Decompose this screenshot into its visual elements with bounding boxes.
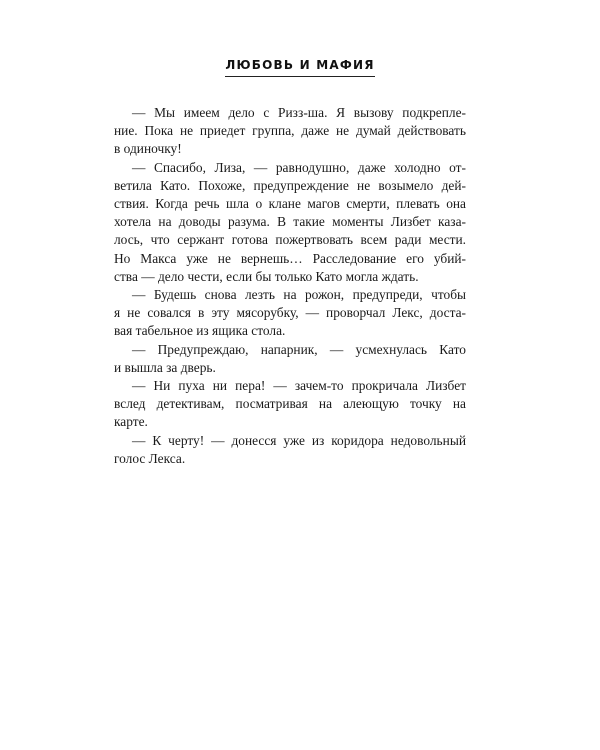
text-line: — Мы имеем дело с Ризз-ша. Я вызову подкрепле-: [132, 105, 466, 120]
text-line: вслед детективам, посматривая на алеющую точку на: [114, 396, 466, 412]
running-head-box: [223, 56, 376, 80]
text-line: ствия. Когда речь шла о клане магов смерти, плевать она: [114, 196, 466, 212]
running-head-underline: [225, 76, 374, 77]
body-text: [114, 104, 466, 468]
text-line: — Спасибо, Лиза, — равнодушно, даже холодно от-: [132, 159, 466, 175]
text-line: ства — дело чести, если бы только Като могла ждать.: [114, 268, 419, 284]
paragraph: [114, 104, 466, 159]
text-line: лось, что сержант готова пожертвовать всем ради мести.: [114, 232, 466, 248]
text-line: и вышла за дверь.: [114, 359, 216, 375]
text-line: — Будешь снова лезть на рожон, предупреди, чтобы: [132, 287, 466, 303]
paragraph: [114, 286, 466, 341]
text-line: — Предупреждаю, напарник, — усмехнулась Като: [132, 341, 466, 357]
text-line: — Ни пуха ни пера! — зачем-то прокричала Лизбет: [132, 378, 466, 394]
paragraph: [114, 432, 466, 468]
paragraph: [114, 377, 466, 432]
text-line: вая табельное из ящика стола.: [114, 323, 286, 339]
text-line: хотела на доводы разума. В такие моменты Лизбет каза-: [114, 214, 466, 230]
text-line: в одиночку!: [114, 141, 182, 157]
text-line: Но Макса уже не вернешь… Расследование его убий-: [114, 250, 466, 266]
running-head-title: ЛЮБОВЬ И МАФИЯ: [225, 58, 375, 72]
text-line: ветила Като. Похоже, предупреждение не возымело дей-: [114, 177, 466, 193]
text-line: — К черту! — донесся уже из коридора недовольный: [132, 432, 466, 448]
text-line: я не совался в эту мясорубку, — проворчал Лекс, доста-: [114, 305, 466, 321]
text-line: голос Лекса.: [114, 450, 186, 466]
paragraph: [114, 341, 466, 377]
text-line: карте.: [114, 414, 148, 430]
text-line: ние. Пока не приедет группа, даже не думай действовать: [114, 123, 466, 139]
paragraph: [114, 159, 466, 286]
running-head: [0, 56, 600, 80]
